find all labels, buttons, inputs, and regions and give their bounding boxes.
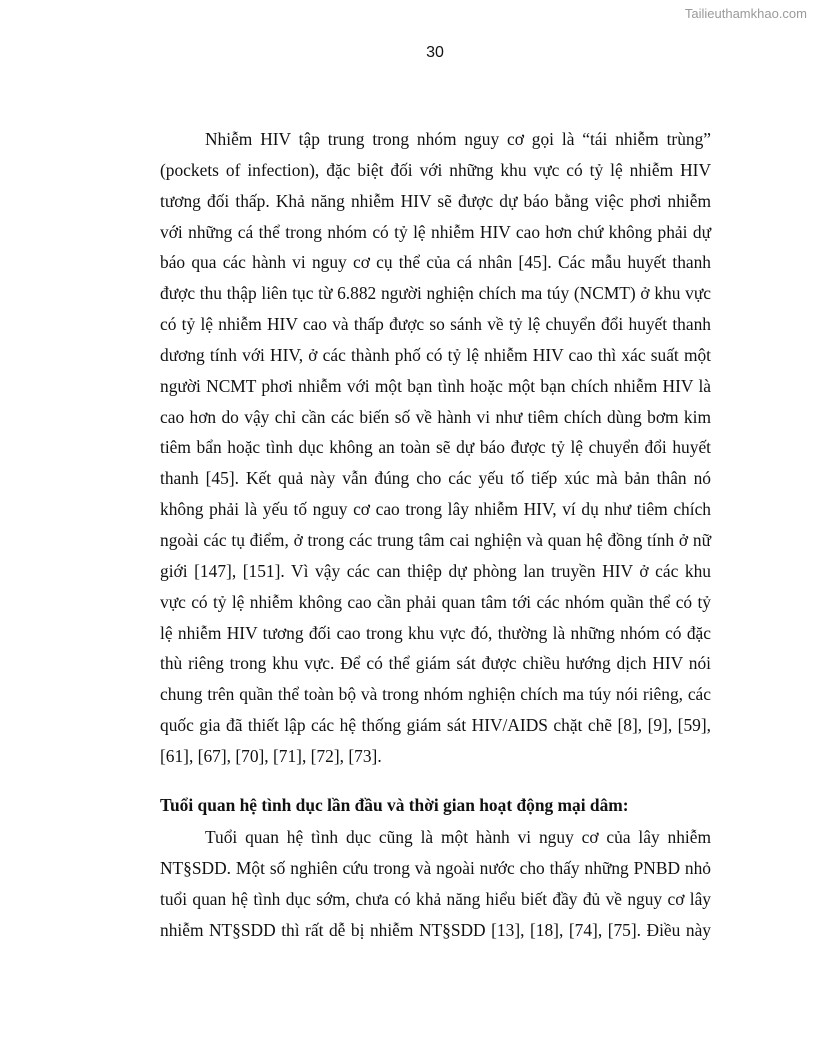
text-line: [61], [67], [70], [71], [72], [73].: [160, 745, 382, 766]
text-line: tương đối thấp. Khả năng nhiễm HIV sẽ được dự báo bằng việc phơi nhiễm: [160, 190, 711, 211]
text-line: cao hơn do vậy chỉ cần các biến số về hành vi như tiêm chích dùng bơm kim: [160, 406, 711, 427]
text-line: lệ nhiễm HIV tương đối cao trong khu vực đó, thường là những nhóm có đặc: [160, 622, 711, 643]
text-line: được thu thập liên tục từ 6.882 người nghiện chích ma túy (NCMT) ở khu vực: [160, 283, 711, 304]
paragraph-hiv-concentration: [160, 124, 711, 772]
text-line: báo qua các hành vi nguy cơ cụ thể của cá nhân [45]. Các mẫu huyết thanh: [160, 252, 711, 273]
text-line: người NCMT phơi nhiễm với một bạn tình hoặc một bạn chích nhiễm HIV là: [160, 375, 711, 396]
text-line: tuổi quan hệ tình dục sớm, chưa có khả năng hiểu biết đầy đủ về nguy cơ lây: [160, 888, 711, 909]
text-line: giới [147], [151]. Vì vậy các can thiệp dự phòng lan truyền HIV ở các khu: [160, 560, 711, 581]
text-line: quốc gia đã thiết lập các hệ thống giám sát HIV/AIDS chặt chẽ [8], [9], [59],: [160, 715, 711, 736]
text-line: NT§SDD. Một số nghiên cứu trong và ngoài nước cho thấy những PNBD nhỏ: [160, 857, 711, 878]
text-line: không phải là yếu tố nguy cơ cao trong lây nhiễm HIV, ví dụ như tiêm chích: [160, 499, 711, 520]
text-line: với những cá thể trong nhóm có tỷ lệ nhiễm HIV cao hơn chứ không phải dự: [160, 221, 711, 242]
text-line: thanh [45]. Kết quả này vẫn đúng cho các yếu tố tiếp xúc mà bản thân nó: [160, 468, 711, 489]
text-line: có tỷ lệ nhiễm HIV cao và thấp được so sánh về tỷ lệ chuyển đổi huyết thanh: [160, 314, 711, 335]
text-line: Nhiễm HIV tập trung trong nhóm nguy cơ gọi là “tái nhiễm trùng”: [205, 129, 711, 149]
section-heading: Tuổi quan hệ tình dục lần đầu và thời gian hoạt động mại dâm:: [160, 795, 629, 815]
text-line: (pockets of infection), đặc biệt đối với những khu vực có tỷ lệ nhiễm HIV: [160, 159, 711, 180]
text-line: nhiễm NT§SDD thì rất dễ bị nhiễm NT§SDD [13], [18], [74], [75]. Điều này: [160, 919, 711, 940]
paragraph-first-sex-age: [160, 822, 711, 945]
text-line: dương tính với HIV, ở các thành phố có tỷ lệ nhiễm HIV cao thì xác suất một: [160, 344, 711, 365]
text-line: ngoài các tụ điểm, ở trong các trung tâm cai nghiện và quan hệ đồng tính ở nữ: [160, 529, 711, 550]
text-line: thù riêng trong khu vực. Để có thể giám sát được chiều hướng dịch HIV nói: [160, 653, 711, 674]
text-line: tiêm bẩn hoặc tình dục không an toàn sẽ dự báo được tỷ lệ chuyển đổi huyết: [160, 437, 711, 458]
text-line: vực có tỷ lệ nhiễm không cao cần phải quan tâm tới các nhóm quần thể có tỷ: [160, 591, 711, 612]
watermark: Tailieuthamkhao.com: [684, 6, 807, 21]
page-number: 30: [426, 44, 444, 61]
text-line: chung trên quần thể toàn bộ và trong nhóm nghiện chích ma túy nói riêng, các: [160, 684, 711, 705]
text-line: Tuổi quan hệ tình dục cũng là một hành vi nguy cơ của lây nhiễm: [205, 827, 711, 847]
